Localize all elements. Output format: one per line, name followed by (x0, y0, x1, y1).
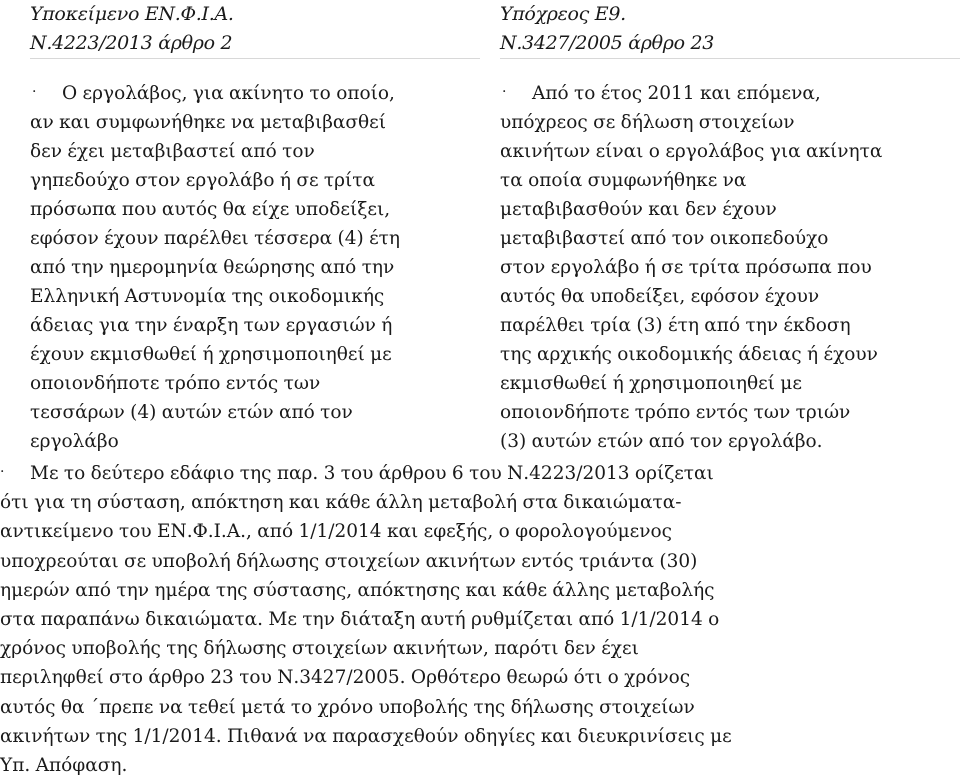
commentary-paragraph (0, 458, 960, 780)
left-line (30, 78, 480, 108)
bullet-icon: · (32, 84, 37, 100)
right-line: στον εργολάβο ή σε τρίτα πρόσωπα που (500, 257, 872, 278)
paragraph-line: περιληφθεί στο άρθρο 23 του Ν.3427/2005. Ορθότερο θεωρώ ότι ο χρόνος (0, 667, 691, 689)
left-line: έχουν εκμισθωθεί ή χρησιμοποιηθεί με (30, 344, 392, 365)
left-header-title: Υποκείμενο ΕΝ.Φ.Ι.Α. (30, 3, 234, 25)
left-line: δεν έχει μεταβιβαστεί από τον (30, 141, 315, 162)
paragraph-line-text: Με το δεύτερο εδάφιο της παρ. 3 του άρθρου 6 του Ν.4223/2013 ορίζεται (30, 463, 714, 484)
bullet-icon: · (502, 84, 507, 100)
right-line: μεταβιβαστεί από τον οικοπεδούχο (500, 228, 829, 249)
right-line: αυτός θα υποδείξει, εφόσον έχουν (500, 286, 820, 307)
right-line: μεταβιβασθούν και δεν έχουν (500, 199, 777, 220)
left-line: Ελληνική Αστυνομία της οικοδομικής (30, 286, 385, 307)
paragraph-line: αυτός θα ΄πρεπε να τεθεί μετά το χρόνο υποβολής της δήλωσης στοιχείων (0, 696, 695, 718)
paragraph-line: χρόνος υποβολής της δήλωσης στοιχείων ακινήτων, παρότι δεν έχει (0, 638, 639, 660)
left-line-text: Ο εργολάβος, για ακίνητο το οποίο, (62, 83, 395, 104)
left-line: άδειας για την έναρξη των εργασιών ή (30, 315, 393, 336)
paragraph-line: ότι για τη σύσταση, απόκτηση και κάθε άλλη μεταβολή στα δικαιώματα- (0, 492, 682, 514)
left-line: εφόσον έχουν παρέλθει τέσσερα (4) έτη (30, 228, 400, 249)
left-line: γηπεδούχο στον εργολάβο ή σε τρίτα (30, 170, 375, 191)
paragraph-line: αντικείμενο του ΕΝ.Φ.Ι.Α., από 1/1/2014 και εφεξής, ο φορολογούμενος (0, 521, 672, 543)
left-line: αν και συμφωνήθηκε να μεταβιβασθεί (30, 112, 387, 133)
paragraph-line (0, 458, 960, 488)
right-column-header (500, 0, 960, 59)
right-line-text: Από το έτος 2011 και επόμενα, (532, 83, 821, 104)
right-line: υπόχρεος σε δήλωση στοιχείων (500, 112, 795, 133)
left-header-law-reference: Ν.4223/2013 άρθρο 2 (30, 29, 480, 59)
right-header-title: Υπόχρεος Ε9. (500, 3, 626, 25)
right-line: (3) αυτών ετών από τον εργολάβο. (500, 431, 823, 452)
right-column (500, 0, 960, 456)
paragraph-line: στα παραπάνω δικαιώματα. Με την διάταξη αυτή ρυθμίζεται από 1/1/2014 ο (0, 609, 720, 631)
paragraph-line: ημερών από την ημέρα της σύστασης, απόκτησης και κάθε άλλης μεταβολής (0, 579, 715, 601)
right-column-body (500, 78, 960, 456)
paragraph-line: ακινήτων της 1/1/2014. Πιθανά να παρασχεθούν οδηγίες και διευκρινίσεις με (0, 725, 732, 747)
paragraph-line: Υπ. Απόφαση. (0, 755, 128, 777)
right-header-law-reference: Ν.3427/2005 άρθρο 23 (500, 29, 960, 59)
left-line: από την ημερομηνία θεώρησης από την (30, 257, 395, 278)
bullet-icon: · (0, 464, 5, 480)
right-line: οποιονδήποτε τρόπο εντός των τριών (500, 402, 851, 423)
right-line: παρέλθει τρία (3) έτη από την έκδοση (500, 315, 851, 336)
left-line: οποιονδήποτε τρόπο εντός των (30, 373, 321, 394)
left-line: πρόσωπα που αυτός θα είχε υποδείξει, (30, 199, 391, 220)
left-column-body (30, 78, 480, 456)
left-column (30, 0, 480, 456)
right-line: τα οποία συμφωνήθηκε να (500, 170, 747, 191)
right-line (500, 78, 960, 108)
right-line: της αρχικής οικοδομικής άδειας ή έχουν (500, 344, 878, 365)
right-line: ακινήτων είναι ο εργολάβος για ακίνητα (500, 141, 883, 162)
left-line: τεσσάρων (4) αυτών ετών από τον (30, 402, 353, 423)
paragraph-line: υποχρεούται σε υποβολή δήλωσης στοιχείων ακινήτων εντός τριάντα (30) (0, 550, 698, 572)
left-line: εργολάβο (30, 431, 119, 452)
right-line: εκμισθωθεί ή χρησιμοποιηθεί με (500, 373, 802, 394)
left-column-header (30, 0, 480, 59)
